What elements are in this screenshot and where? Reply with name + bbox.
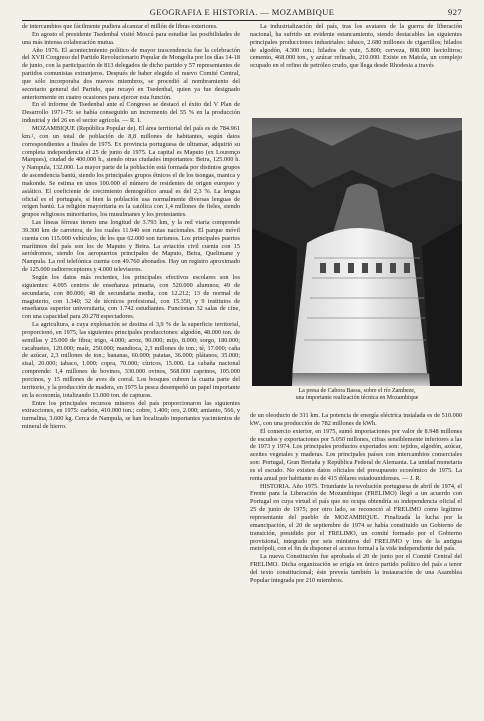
history-paragraph: HISTORIA. Año 1975. Triunfante la revolución portuguesa de abril de 1974, el Frente para la Liberación de Mozambique (FRELIMO) llegó a un acuerdo con Portugal en cuya virtud el país que no ocupa obtendría su independencia oficial el 25 de junio de 1975; por otro lado, se reconoció al FRELIMO como legítimo representante del pueblo de MOZAMBIQUE. Finalizada la lucha por la emancipación, el 20 de septiembre de 1974 se había constituido un Gobierno de transición, presidido por el FRELIMO, un comité formado por el Gobierno provisional, integrado por seis ministros del FRELIMO y tres de la antigua metrópoli, con el fin de disponer el acceso formal a la vida independiente del país.: [250, 482, 462, 553]
mozambique-entry: MOZAMBIQUE (República Popular de). El área territorial del país es de 784.961 km.², con un total de población de 8,8 millones de habitantes, según datos correspondientes a finales de 1975. Ex provincia portuguesa de ultramar, adquirió su completa independencia el 25 de junio de 1975. La capital es Maputo (ex Lourenço Marques), ciudad de 400.000 h., siendo otras ciudades importantes: Beira, 125.000 h. y Nampula, 132.000. La mayor parte de la población está formada por distintos grupos de ascendencia bantú, siendo los principales grupos étnicos el de los tsongas, manica y makonde. Se estima en unos 100.000 el número de residentes de origen europeo y asiático. El coeficiente de crecimiento demográfico anual es del 2,3 %. La lengua oficial es el portugués, si bien la población usa normalmente diversas lenguas de origen bantú. La religión mayoritaria es la católica con 1,4 millones de fieles, siendo grupos religiosos minoritarios, los musulmanes y los protestantes.: [22, 124, 240, 219]
right-column-top: [250, 23, 462, 70]
paragraph: En agosto el presidente Tsedenbal visitó Moscú para estudiar las posibilidades de una más intensa colaboración mutua.: [22, 30, 240, 46]
photo-caption: [252, 388, 462, 402]
paragraph: La agricultura, a cuya explotación se destina el 3,9 % de la superficie territorial, proporcionó, en 1975, las siguientes principales producciones: algodón, 48.000 ton. de semillas y 25.000 de fibra; trigo, 4.000; arroz, 90.000; mijo, 8.000; sorgo, 180.000; cacahuetes, 120.000; maíz, 250.000; mandioca, 2,3 millones de ton.; té, 17.000; caña de azúcar, 2,3 millones de ton.; bananas, 60.000; patatas, 36.000; plátanos, 35.000; sisal, 20.000; tabaco, 1.000; copra, 70.000; cítricos, 15.000. La cabaña nacional comprende: 1,4 millones de bovinos, 330.000 ovinos, 568.000 caprinos, 105.000 porcinos, y 15 millones de aves de corral. Los bosques cubren la cuarta parte del territorio, y la producción de madera, en 1975 la pesca desempeñó un papel importante en la economía, totalizando 13.000 ton. de capturas.: [22, 321, 240, 399]
paragraph: Las líneas férreas tienen una longitud de 3.793 km, y la red viaria comprende 39.300 km de carretera, de los cuales 11.940 son rutas nacionales. El parque móvil cuenta con 115.000 vehículos, de los que 62.000 son turismos. Los principales puertos marítimos del país son los de Maputo y Beira. La aviación civil cuenta con 15 aeródromos, siendo los aeropuertos principales de Maputo, Beira, Quelimane y Nampula. La red telefónica cuenta con 49.760 abonados. Hay un registro aproximado de 125.000 radiorreceptores y 4.000 televisores.: [22, 219, 240, 274]
caption-line-1: La presa de Cabora Bassa, sobre el río Zambeze,: [298, 388, 416, 394]
paragraph: El comercio exterior, en 1975, sumó importaciones por valor de 8.948 millones de escudos y exportaciones por 5.050 millones, cifras sensiblemente inferiores a las de 1973 y 1974. Los principales productos exportados son: tejidos, algodón, azúcar, aceites vegetales y maderas. Los principales países con intercambios comerciales son: Portugal, Gran Bretaña y República Federal de Alemania. La unidad monetaria es el escudo. No existen datos oficiales del presupuesto económico de 1975. La renta anual por habitante es de 415 dólares estadounidenses. — J. R.: [250, 427, 462, 482]
paragraph: Según los datos más recientes, los principales efectivos escolares son los siguientes: 4.095 centros de enseñanza primaria, con 520.000 alumnos; 49 de secundaria, con 80.000; 48 de secundaria media, con 12.212; 13 de normal de magisterio, con 1.340; 32 de técnicos profesional, con 15.350, y 9 institutos de enseñanza superior universitaria, con 1.742 estudiantes. Funcionan 32 salas de cine, con una capacidad para 20.278 espectadores.: [22, 274, 240, 321]
running-title: GEOGRAFIA E HISTORIA. — MOZAMBIQUE: [149, 7, 335, 17]
paragraph: Entre los principales recursos mineros del país proporcionaron las siguientes extracciones, en 1975: carbón, 410.000 ton.; cobre, 1.400; oro, 2.000; amianto, 566, y turmalina, 3.600 kg. Cerca de Nampula, se han localizado importantes yacimientos de mineral de hierro.: [22, 399, 240, 431]
page-number: 927: [448, 7, 462, 17]
paragraph: La nueva Constitución fue aprobada el 20 de junio por el Comité Central del FRELIMO. Dicha organización se erigía en único partido político del país a tenor del texto constitucional; éste preveía también la instauración de una Asamblea Popular integrada por 210 miembros.: [250, 553, 462, 584]
right-column-bottom: [250, 412, 462, 585]
running-header: [22, 6, 462, 21]
paragraph: Año 1976. El acontecimiento político de mayor trascendencia fue la celebración del XVII Congreso del Partido Revolucionario Popular de Mongolia por los días 14-18 de junio, con la participación de 813 delegados de dicho partido y 57 representantes de partidos comunistas extranjeros. Después de haber elegido el nuevo Comité Central, que sólo incorporaba dos nuevos miembros, se procedió al nombramiento del secretario general del Partido, que recayó en Tsedenbal, quien ya fue designado anteriormente en cuatro ocasiones para ejercer esta función.: [22, 46, 240, 101]
left-column: [22, 23, 240, 431]
caption-line-2: una importante realización técnica en Mozambique: [295, 395, 419, 402]
paragraph: de intercambios que fácilmente pudiera alcanzar el millón de libras exteriores.: [22, 23, 218, 30]
paragraph: En el informe de Tsedenbal ante el Congreso se destacó el éxito del V Plan de Desarrollo 1971-75: se había conseguido un incremento del 55 % en la producción industrial y del 26 en el sector agrícola. — R. I.: [22, 101, 240, 125]
paragraph: de un oleoducto de 311 km. La potencia de energía eléctrica instalada es de 510.000 kW., con una producción de 782 millones de kWh.: [250, 412, 462, 427]
paragraph: La industrialización del país, tras los avatares de la guerra de liberación nacional, ha sufrido un evidente estancamiento, siendo destacables las siguientes principales producciones industriales: tabaco, 2.680 millones de cigarrillos; hilados de algodón, 4.300 ton.; hilados de yute, 5.800; cerveza, 808.000 hectolitros; cemento, 468.000 ton., y azúcar refinado, 210.000. Existe en Matola, un complejo ocupado en el refino de petróleo crudo, que llega desde Rhodesia a través: [250, 23, 462, 70]
dam-photo-image: [252, 118, 462, 386]
dam-photo: [252, 118, 462, 386]
